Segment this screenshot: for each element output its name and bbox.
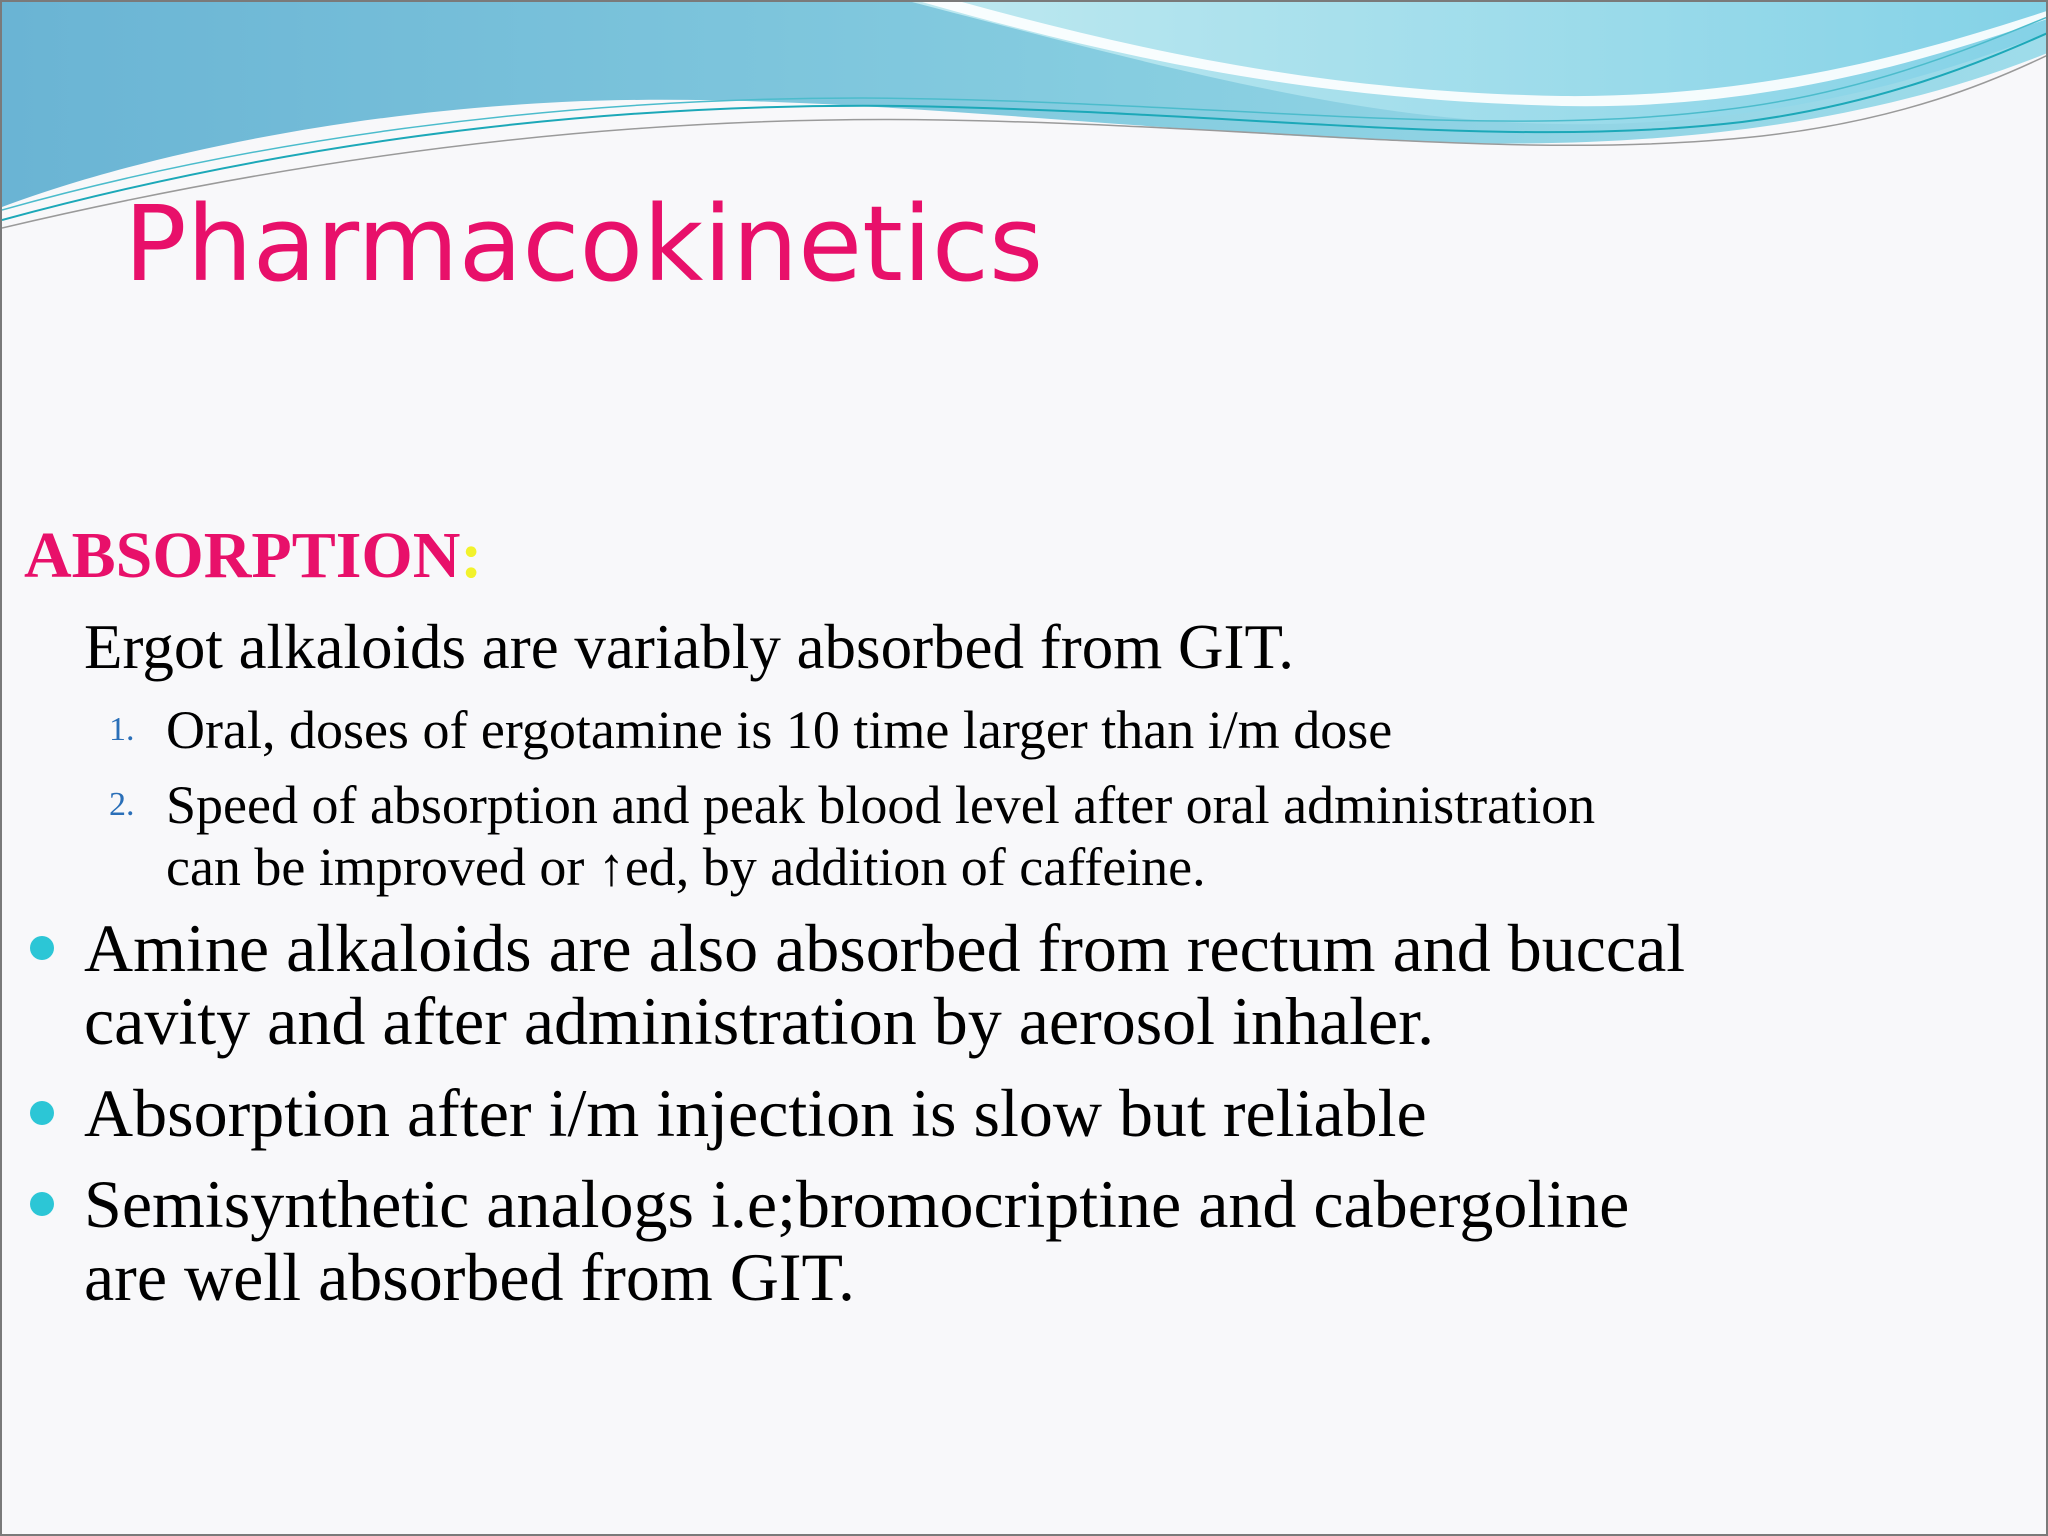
section-heading-text: ABSORPTION bbox=[24, 519, 461, 592]
bullet-dot-icon bbox=[30, 936, 54, 960]
bullet-text-line-1: Absorption after i/m injection is slow but reliable bbox=[84, 1075, 1427, 1151]
numbered-item-text-line-1: Speed of absorption and peak blood level after oral administration bbox=[166, 775, 1596, 835]
slide-title: Pharmacokinetics bbox=[124, 183, 1044, 305]
bullet-dot-icon bbox=[30, 1192, 54, 1216]
bullet-text-line-2: are well absorbed from GIT. bbox=[84, 1239, 855, 1315]
bullet-text-line-1: Semisynthetic analogs i.e;bromocriptine and cabergoline bbox=[84, 1166, 1630, 1242]
bullet-text-line-1: Amine alkaloids are also absorbed from rectum and buccal bbox=[84, 910, 1686, 986]
lead-statement: Ergot alkaloids are variably absorbed from GIT. bbox=[84, 612, 1295, 682]
numbered-item-text: Oral, doses of ergotamine is 10 time larger than i/m dose bbox=[166, 700, 1393, 760]
number-marker: 2. bbox=[109, 786, 135, 823]
number-marker: 1. bbox=[109, 711, 135, 748]
section-heading bbox=[24, 516, 482, 595]
bullet-dot-icon bbox=[30, 1101, 54, 1125]
numbered-item-text-line-2: can be improved or ↑ed, by addition of caffeine. bbox=[166, 837, 1206, 897]
section-heading-colon: : bbox=[460, 519, 483, 592]
bullet-text-line-2: cavity and after administration by aerosol inhaler. bbox=[84, 983, 1435, 1059]
